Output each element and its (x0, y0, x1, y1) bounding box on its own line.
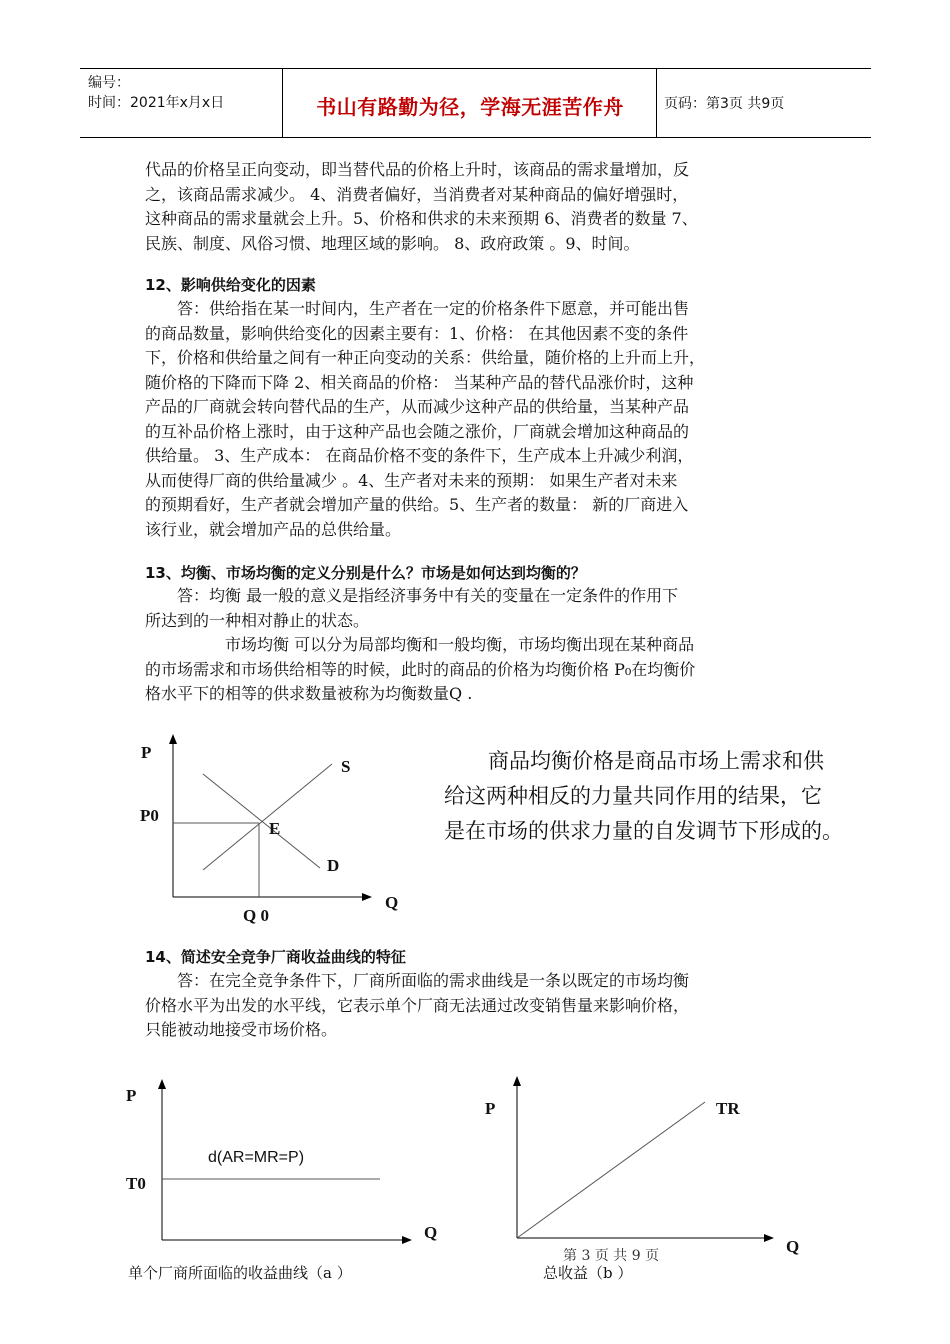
text-line: 代品的价格呈正向变动，即当替代品的价格上升时，该商品的需求量增加，反 (145, 160, 690, 179)
header-meta (88, 73, 224, 113)
text-line: 供给量。 3、生产成本： 在商品价格不变的条件下，生产成本上升减少利润， (145, 446, 694, 465)
p-axis-label: P (126, 1086, 137, 1105)
total-revenue-diagram (505, 1070, 785, 1250)
text-line: 下，价格和供给量之间有一种正向变动的关系：供给量，随价格的上升而上升， (145, 348, 706, 367)
supply-label: S (341, 757, 351, 776)
caption-b: 总收益（b ） (543, 1264, 633, 1282)
tr-line (517, 1102, 705, 1238)
section14-body (145, 969, 813, 1043)
q-axis-label: Q (786, 1237, 800, 1256)
t0-label: T0 (126, 1174, 146, 1193)
equilibrium-explanation (444, 744, 869, 849)
p-axis-label: P (485, 1099, 496, 1118)
text-line: 的商品数量，影响供给变化的因素主要有：1、价格： 在其他因素不变的条件 (145, 323, 689, 343)
section11-continuation (145, 158, 813, 256)
tr-label: TR (716, 1099, 740, 1118)
text-line: 的互补品价格上涨时，由于这种产品也会随之涨价，厂商就会增加这种商品的 (145, 421, 690, 441)
text-line: 商品均衡价格是商品市场上需求和供 (488, 749, 824, 773)
text-line: 格水平下的相等的供求数量被称为均衡数量Q . (145, 684, 473, 703)
demand-label: D (327, 856, 340, 875)
q-axis-label: Q (424, 1223, 438, 1242)
document-header (80, 68, 871, 138)
text-line: 答：均衡 最一般的意义是指经济事务中有关的变量在一定条件的作用下 (177, 586, 679, 605)
p0-label: P0 (140, 806, 159, 825)
text-line: 该行业，就会增加产品的总供给量。 (145, 519, 402, 539)
y-axis-arrow (158, 1079, 166, 1089)
text-line: 给这两种相反的力量共同作用的结果，它 (444, 784, 822, 808)
text-line: 之，该商品需求减少。 4、消费者偏好，当消费者对某种商品的偏好增强时， (145, 184, 689, 204)
text-line: 民族、制度、风俗习惯、地理区域的影响。 8、政府政策 。9、时间。 (145, 233, 640, 253)
section12-heading: 12、影响供给变化的因素 (145, 276, 316, 294)
footer-page-number (563, 1245, 660, 1264)
y-axis-arrow (169, 734, 177, 744)
text-line: 是在市场的供求力量的自发调节下形成的。 (444, 819, 843, 843)
section13-heading: 13、均衡、市场均衡的定义分别是什么？市场是如何达到均衡的？ (145, 564, 586, 582)
text-line: 从而使得厂商的供给量减少 。4、生产者对未来的预期： 如果生产者对未来 (145, 470, 678, 490)
caption-a: 单个厂商所面临的收益曲线（a ） (128, 1264, 352, 1282)
x-axis-arrow (764, 1234, 774, 1242)
text-line: 市场均衡 可以分为局部均衡和一般均衡，市场均衡出现在某种商品 (225, 635, 695, 654)
section12-body (145, 297, 813, 542)
text-line: 答：在完全竞争条件下，厂商所面临的需求曲线是一条以既定的市场均衡 (177, 971, 690, 990)
x-axis-arrow (362, 893, 372, 901)
number-label: 编号： (88, 75, 130, 91)
y-axis-arrow (513, 1076, 521, 1086)
supply-curve (203, 764, 332, 870)
header-divider (282, 69, 283, 137)
curve-label: d(AR=MR=P) (208, 1149, 305, 1166)
text-line: 只能被动地接受市场价格。 (145, 1020, 338, 1039)
section13-body (145, 584, 813, 707)
text-line: 的市场需求和市场供给相等的时候，此时的商品的价格为均衡价格 P₀在均衡价 (145, 659, 696, 679)
p-axis-label: P (141, 743, 152, 762)
time-label: 时间：2021年x月x日 (88, 95, 225, 111)
text-line: 的预期看好，生产者就会增加产量的供给。5、生产者的数量： 新的厂商进入 (145, 495, 689, 514)
header-motto: 书山有路勤为径，学海无涯苦作舟 (316, 95, 624, 119)
text-line: 产品的厂商就会转向替代品的生产，从而减少这种产品的供给量，当某种产品 (145, 397, 690, 416)
text-line: 所达到的一种相对静止的状态。 (145, 610, 370, 630)
footer-page-text: 第 3 页 共 9 页 (563, 1248, 660, 1264)
x-axis-arrow (402, 1236, 412, 1244)
q-axis-label: Q (385, 893, 399, 912)
header-page-info: 页码：第3页 共9页 (664, 96, 785, 112)
q0-label: Q 0 (243, 906, 269, 925)
header-divider (656, 69, 657, 137)
equilibrium-label: E (269, 819, 281, 838)
text-line: 价格水平为出发的水平线，它表示单个厂商无法通过改变销售量来影响价格， (145, 995, 690, 1015)
text-line: 这种商品的需求量就会上升。5、价格和供求的未来预期 6、消费者的数量 7、 (145, 209, 698, 228)
text-line: 随价格的下降而下降 2、相关商品的价格： 当某种产品的替代品涨价时，这种 (145, 372, 694, 392)
section14-heading: 14、简述安全竞争厂商收益曲线的特征 (145, 948, 406, 966)
text-line: 答：供给指在某一时间内，生产者在一定的价格条件下愿意，并可能出售 (177, 299, 690, 318)
